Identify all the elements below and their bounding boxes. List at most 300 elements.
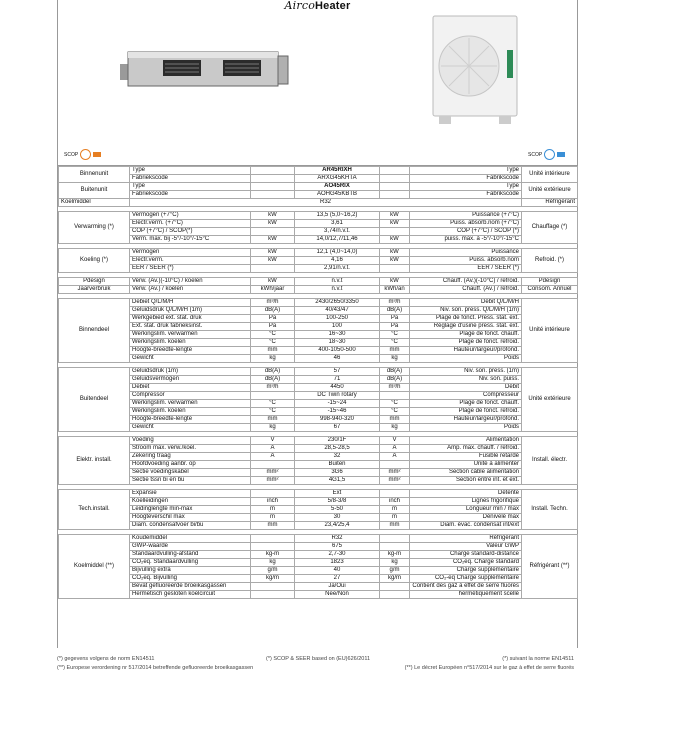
table-row [59,498,578,506]
seer-dial-icon [544,149,555,160]
table-row [59,506,578,514]
group-label-fr: Unité intérieure [522,167,578,183]
scop-dial-icon [80,149,91,160]
unit-cell-fr [380,191,410,199]
unit-cell-fr: kg-m [380,551,410,559]
unit-cell: kW [251,220,295,228]
unit-cell-fr: kW [380,257,410,265]
unit-cell: kW [251,249,295,257]
unit-cell-fr: kg [380,355,410,363]
value-cell: Ja/Oui [295,583,380,591]
param-label-fr: Chauff. (Av.) / refroid. [410,286,522,294]
table-row [59,265,578,273]
unit-cell-fr [380,461,410,469]
table-row [59,408,578,416]
param-label-fr: Section entre int. et ext. [410,477,522,485]
param-label-nl: Verw. (Av.)(-10°C) / koelen [130,278,251,286]
unit-cell-fr [380,591,410,599]
footnote-nl-2: (**) Europese verordening nr 517/2014 betreffende gefluoreerde broeikasgassen [57,665,254,671]
unit-cell: dB(A) [251,307,295,315]
param-label-nl: Hoofdvoeding aanbr. op [130,461,251,469]
param-label-fr: Débit [410,384,522,392]
unit-cell-fr: m [380,514,410,522]
param-label-fr: Section câble alimentation [410,469,522,477]
value-cell: 40/43/47 [295,307,380,315]
param-label-nl: Bevat gefluoreerde broeikasgassen [130,583,251,591]
table-row [59,249,578,257]
param-label-fr: Contient des gaz à effet de serre fluorés [410,583,522,591]
param-label-nl: EER / SEER (*) [130,265,251,273]
param-label-nl: Expansie [130,490,251,498]
unit-cell: m [251,506,295,514]
unit-cell-fr: Pa [380,323,410,331]
param-label-fr: hermétiquement scellé [410,591,522,599]
unit-cell-fr: kg [380,424,410,432]
table-row [59,315,578,323]
unit-cell-fr: m [380,506,410,514]
group-label-fr: Unité extérieure [522,368,578,432]
param-label-nl: Geluidsdruk Q/L/M/H (1m) [130,307,251,315]
param-label-fr: Dénivelé max [410,514,522,522]
group-label-fr: Réfrigérant (**) [522,535,578,599]
unit-cell: V [251,437,295,445]
unit-cell-fr: A [380,453,410,461]
unit-cell: °C [251,331,295,339]
value-cell: 5/8-3/8 [295,498,380,506]
value-cell: 12,1 (4,0~14,0) [295,249,380,257]
footnote-fr-1: (*) suivant la norme EN14511 [502,656,574,662]
param-label-nl: Geluidsdruk (1m) [130,368,251,376]
group-label-fr: Install. Techn. [522,490,578,530]
param-label-nl: Electr.verm. [130,257,251,265]
unit-cell: mm² [251,469,295,477]
value-cell: 2430/2650/3350 [295,299,380,307]
unit-cell: kg [251,355,295,363]
footnote-fr-2: (**) Le décret Européen n°517/2014 sur le gaz à effet de serre fluorés [404,665,574,671]
param-label-nl: Verm. max. bij -5°/-10°/-15°C [130,236,251,244]
param-label-nl: Gewicht [130,355,251,363]
unit-cell [251,265,295,273]
param-label-fr: Niv. son. puiss. [410,376,522,384]
table-row [59,278,578,286]
param-label-nl: Type [130,167,251,175]
table-row [59,575,578,583]
unit-cell: mm [251,416,295,424]
unit-cell: Pa [251,315,295,323]
value-cell: 3G6 [295,469,380,477]
param-label-nl: GWP-waarde [130,543,251,551]
table-row [59,236,578,244]
group-label-nl: Elektr. install. [59,437,130,485]
param-label-nl: Ext. stat. druk fabrieksinst. [130,323,251,331]
unit-cell: A [251,445,295,453]
spec-sheet [57,0,578,648]
unit-cell-fr: V [380,437,410,445]
param-label-nl: Electr.verm. (+7°C) [130,220,251,228]
param-label-fr: Hauteur/largeur/profond. [410,416,522,424]
param-label-nl: Werkingslim. verwarmen [130,400,251,408]
table-row [59,191,578,199]
value-cell: R32 [295,535,380,543]
unit-cell-fr [380,543,410,551]
param-label-fr: Diam. évac. condensat int/ext [410,522,522,530]
table-row [59,416,578,424]
unit-cell-fr [380,167,410,175]
table-row [59,175,578,183]
param-label-fr: Puissance (+7°C) [410,212,522,220]
param-label-nl: Sectie tssn bi en bu [130,477,251,485]
footnote-nl-1: (*) gegevens volgens de norm EN14511 [57,656,155,662]
unit-cell-fr: kg/m [380,575,410,583]
unit-cell [251,183,295,191]
product-header [58,0,577,166]
param-label-nl: Compressor [130,392,251,400]
table-row [59,559,578,567]
param-label-fr: COP (+7°C) / SCOP (*) [410,228,522,236]
unit-cell-fr: mm² [380,477,410,485]
table-row [59,199,578,207]
unit-cell-fr [380,228,410,236]
value-cell: 27 [295,575,380,583]
value-cell: 18~30 [295,339,380,347]
group-label-nl: Tech.install. [59,490,130,530]
value-cell: 67 [295,424,380,432]
group-label-fr: Unité intérieure [522,299,578,363]
unit-cell: dB(A) [251,368,295,376]
unit-cell-fr: kW [380,278,410,286]
param-label-fr: Type [410,167,522,175]
unit-cell-fr: °C [380,331,410,339]
param-label-fr: Plage de fonct. refroid. [410,408,522,416]
value-cell: 46 [295,355,380,363]
value-cell: 57 [295,368,380,376]
unit-cell: kg [251,559,295,567]
table-row [59,461,578,469]
param-label-fr: Valeur GWP [410,543,522,551]
unit-cell-fr: kW [380,220,410,228]
param-label-fr: Réfrigérant [410,535,522,543]
value-cell: DC Twin rotary [295,392,380,400]
table-row [59,437,578,445]
unit-cell [251,175,295,183]
table-row [59,355,578,363]
param-label-fr: Longueur min / max [410,506,522,514]
table-row [59,535,578,543]
unit-cell-fr: kg [380,559,410,567]
unit-cell-fr [380,175,410,183]
table-row [59,339,578,347]
group-label-fr: Install. électr. [522,437,578,485]
param-label-fr: Plage de fonct. refroid. [410,339,522,347]
param-label-fr: Débit Q/L/M/H [410,299,522,307]
unit-cell-fr: mm² [380,469,410,477]
param-label-nl: Debiet [130,384,251,392]
param-label-fr: Amp. max. chauff. / refroid. [410,445,522,453]
unit-cell: A [251,453,295,461]
param-label-nl: Diam. condensafvoer bi/bu [130,522,251,530]
group-label-nl: Koelmiddel [59,199,130,207]
param-label-fr: Niv. son. press. Q/L/M/H (1m) [410,307,522,315]
value-cell: 40 [295,567,380,575]
param-label-fr: Niv. son. press. (1m) [410,368,522,376]
param-label-fr: Hauteur/largeur/profond. [410,347,522,355]
group-label-nl: Koelmiddel (**) [59,535,130,599]
value-cell: n.v.t [295,286,380,294]
group-label-fr: Consom. Annuel [522,286,578,294]
table-row [59,583,578,591]
param-label-nl: Voeding [130,437,251,445]
unit-cell-fr: kWh/an [380,286,410,294]
param-label-nl: Vermogen [130,249,251,257]
value-cell: 23,4/25,4 [295,522,380,530]
param-label-nl: Standaardvulling-afstand [130,551,251,559]
param-label-nl: Werkingslim. koelen [130,339,251,347]
param-label-fr: EER / SEER (*) [410,265,522,273]
unit-cell: °C [251,339,295,347]
value-cell: AO45RIX [295,183,380,191]
table-row [59,469,578,477]
unit-cell-fr: °C [380,408,410,416]
unit-cell-fr: dB(A) [380,368,410,376]
unit-cell-fr: dB(A) [380,307,410,315]
unit-cell-fr: Pa [380,315,410,323]
unit-cell [251,591,295,599]
unit-cell: kW [251,257,295,265]
value-cell: 100-250 [295,315,380,323]
value-cell: 3,61 [295,220,380,228]
value-cell: 1823 [295,559,380,567]
unit-cell [251,543,295,551]
unit-cell: Pa [251,323,295,331]
footnote-mid: (*) SCOP & SEER based on (EU)626/2011 [266,656,371,662]
table-row [59,445,578,453]
param-label-fr: Puiss. absorb.nom [410,257,522,265]
unit-cell [251,583,295,591]
unit-cell [251,490,295,498]
param-label-fr: Poids [410,424,522,432]
unit-cell: dB(A) [251,376,295,384]
table-row [59,453,578,461]
param-label-fr: CO₂eq. Charge standard [410,559,522,567]
value-cell: n.v.t [295,278,380,286]
unit-cell: m [251,514,295,522]
param-label-nl: Koudemiddel [130,535,251,543]
table-row [59,347,578,355]
param-label-fr: Réglage d'usine press. stat. ext. [410,323,522,331]
scop-badge-right: SCOP [528,149,565,160]
unit-cell: inch [251,498,295,506]
unit-cell: °C [251,408,295,416]
param-label-fr: Poids [410,355,522,363]
table-row [59,543,578,551]
param-label-nl: Hoogteverschil max [130,514,251,522]
unit-cell: kW [251,212,295,220]
unit-cell [251,392,295,400]
unit-cell: m³/h [251,384,295,392]
unit-cell [251,228,295,236]
group-label-fr: Chauffage (*) [522,212,578,244]
param-label-nl: Type [130,183,251,191]
value-cell: R32 [130,199,522,207]
value-cell: 71 [295,376,380,384]
param-label-nl: Geluidsvermogen [130,376,251,384]
group-label-fr: Réfrigérant [522,199,578,207]
unit-cell-fr: m³/h [380,384,410,392]
unit-cell-fr [380,490,410,498]
table-row [59,424,578,432]
param-label-nl: Verw. (Av.) / koelen [130,286,251,294]
value-cell: AR45RIXH [295,167,380,175]
param-label-fr: Plage de fonct. Press. stat. ext. [410,315,522,323]
param-label-nl: Zekering traag [130,453,251,461]
indoor-unit-image [118,44,298,94]
table-row [59,591,578,599]
param-label-fr: puiss. max. à -5°/-10°/-15°C [410,236,522,244]
unit-cell-fr [380,392,410,400]
group-label-fr: Refroid. (*) [522,249,578,273]
unit-cell-fr: mm [380,347,410,355]
outdoor-unit-image [431,14,519,126]
value-cell: 4G1,5 [295,477,380,485]
unit-cell-fr: m³/h [380,299,410,307]
unit-cell: mm [251,522,295,530]
table-row [59,331,578,339]
value-cell: 4,16 [295,257,380,265]
param-label-nl: Hermetisch gesloten koelcircuit [130,591,251,599]
value-cell: Ext [295,490,380,498]
table-row [59,220,578,228]
unit-cell: kW [251,278,295,286]
table-row [59,490,578,498]
param-label-nl: Fabriekscode [130,175,251,183]
value-cell: -15~46 [295,408,380,416]
unit-cell: °C [251,400,295,408]
table-row [59,567,578,575]
group-label-nl: Koeling (*) [59,249,130,273]
unit-cell-fr [380,265,410,273]
unit-cell-fr [380,183,410,191]
unit-cell [251,167,295,175]
unit-cell-fr: kW [380,249,410,257]
unit-cell: kg/m [251,575,295,583]
unit-cell-fr: mm [380,522,410,530]
unit-cell: mm² [251,477,295,485]
unit-cell: mm [251,347,295,355]
group-label-nl: Buitenunit [59,183,130,199]
param-label-fr: Plage de fonct. chauff. [410,400,522,408]
group-label-nl: Verwarming (*) [59,212,130,244]
unit-cell-fr: kW [380,236,410,244]
table-row [59,384,578,392]
unit-cell: m³/h [251,299,295,307]
value-cell: Nee/Non [295,591,380,599]
value-cell: -15~24 [295,400,380,408]
param-label-nl: Hoogte-breedte-lengte [130,347,251,355]
value-cell: 28,5-28,5 [295,445,380,453]
param-label-fr: Fabrikscode [410,191,522,199]
table-row [59,307,578,315]
value-cell: 400-1050-500 [295,347,380,355]
value-cell: 230/1F [295,437,380,445]
table-row [59,299,578,307]
brand-logo: AircoHeater [284,0,351,12]
unit-cell [251,191,295,199]
value-cell: 5-50 [295,506,380,514]
value-cell: 3,74/n.v.t. [295,228,380,236]
param-label-nl: COP (+7°C) / SCOP(*) [130,228,251,236]
param-label-nl: Bijvulling extra [130,567,251,575]
table-row [59,257,578,265]
group-label-nl: Binnenunit [59,167,130,183]
param-label-nl: Werkingslim. verwarmen [130,331,251,339]
group-label-nl: Binnendeel [59,299,130,363]
table-row [59,522,578,530]
unit-cell-fr: °C [380,339,410,347]
unit-cell: g/m [251,567,295,575]
param-label-fr: Détente [410,490,522,498]
param-label-nl: Werkingslim. koelen [130,408,251,416]
value-cell: 2,7-30 [295,551,380,559]
param-label-nl: Hoogte-breedte-lengte [130,416,251,424]
unit-cell-fr: °C [380,400,410,408]
table-row [59,212,578,220]
param-label-nl: Stroom max. verw./koel. [130,445,251,453]
param-label-nl: Debiet Q/L/M/H [130,299,251,307]
table-row [59,400,578,408]
param-label-fr: Charge supplémentaire [410,567,522,575]
unit-cell [251,535,295,543]
param-label-fr: Plage de fonct. chauff. [410,331,522,339]
param-label-fr: Puiss. absorb.nom (+7°C) [410,220,522,228]
param-label-fr: Fabrikscode [410,175,522,183]
value-cell: 675 [295,543,380,551]
param-label-fr: Alimentation [410,437,522,445]
unit-cell-fr [380,583,410,591]
unit-cell-fr: inch [380,498,410,506]
unit-cell: kg-m [251,551,295,559]
value-cell: 13,5 (5,0~16,2) [295,212,380,220]
group-label-nl: Pdesign [59,278,130,286]
param-label-fr: Puissance [410,249,522,257]
param-label-nl: Werkgebied ext. stat. druk [130,315,251,323]
param-label-fr: Lignes frigorifique [410,498,522,506]
table-row [59,167,578,175]
param-label-fr: Charge standard-distance [410,551,522,559]
param-label-nl: Vermogen (+7°C) [130,212,251,220]
param-label-fr: Chauff. (Av.)(-10°C) / refroid. [410,278,522,286]
param-label-fr: Unité à alimenter [410,461,522,469]
table-row [59,551,578,559]
group-label-fr: Unité extérieure [522,183,578,199]
value-cell: 32 [295,453,380,461]
unit-cell-fr: mm [380,416,410,424]
param-label-fr: CO₂-eq Charge supplémentaire [410,575,522,583]
table-row [59,368,578,376]
unit-cell: kg [251,424,295,432]
param-label-nl: Leidinglengte min-max [130,506,251,514]
scop-badge-left: SCOP [64,149,101,160]
unit-cell-fr: kW [380,212,410,220]
value-cell: ARXG45KHTA [295,175,380,183]
unit-cell-fr: g/m [380,567,410,575]
param-label-nl: Koelleidingen [130,498,251,506]
table-row [59,228,578,236]
param-label-fr: Type [410,183,522,191]
table-row [59,477,578,485]
unit-cell [251,461,295,469]
param-label-nl: Sectie voedingskabel [130,469,251,477]
value-cell: 998-940-320 [295,416,380,424]
